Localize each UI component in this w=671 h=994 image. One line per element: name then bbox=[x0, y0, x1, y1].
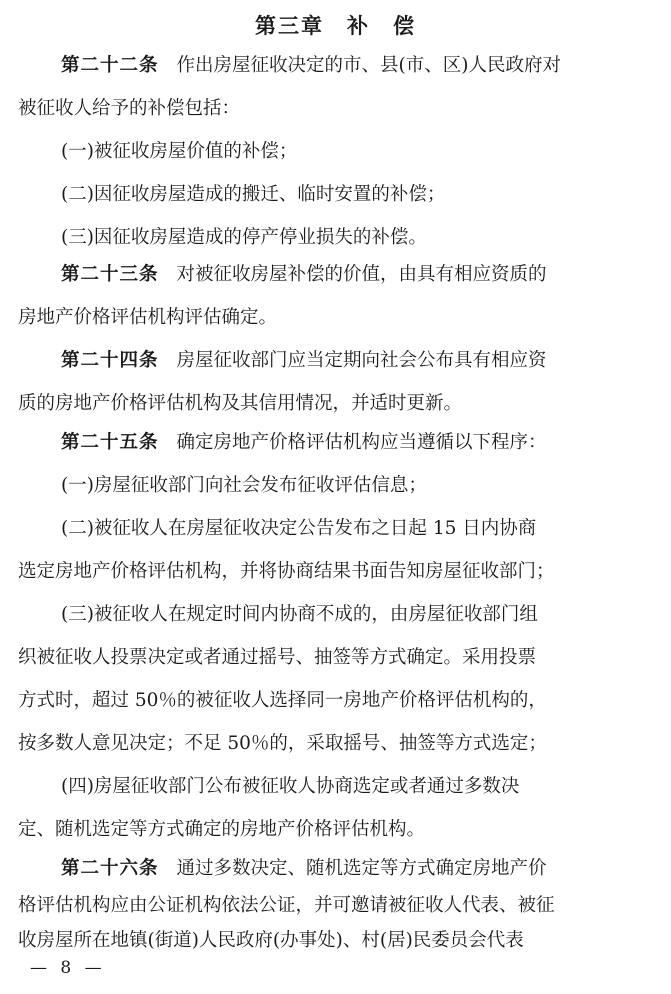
article-22-item-3: (三)因征收房屋造成的停产停业损失的补偿。 bbox=[61, 227, 427, 248]
article-25-item-3-line-2: 织被征收人投票决定或者通过摇号、抽签等方式确定。采用投票 bbox=[18, 647, 537, 668]
article-25-item-2-line-1: (二)被征收人在房屋征收决定公告发布之日起 15 日内协商 bbox=[61, 518, 537, 539]
article-26-first-line bbox=[61, 856, 658, 882]
article-26-text-2: 格评估机构应由公证机构依法公证，并可邀请被征收人代表、被征 bbox=[18, 895, 555, 916]
article-25-item-3-line-1: (三)被征收人在规定时间内协商不成的，由房屋征收部门组 bbox=[61, 604, 538, 625]
article-24-text-2: 质的房地产价格评估机构及其信用情况，并适时更新。 bbox=[18, 393, 463, 414]
article-22-item-1: (一)被征收房屋价值的补偿； bbox=[61, 141, 298, 162]
article-22-text-2: 被征收人给予的补偿包括： bbox=[18, 98, 241, 119]
article-24-number: 第二十四条 bbox=[61, 350, 159, 371]
article-22-first-line bbox=[61, 53, 658, 79]
article-23-text-1: 对被征收房屋补偿的价值，由具有相应资质的 bbox=[176, 264, 547, 285]
article-22-number: 第二十二条 bbox=[61, 55, 159, 76]
article-25-item-4-line-1: (四)房屋征收部门公布被征收人协商选定或者通过多数决 bbox=[61, 776, 520, 797]
article-23-first-line bbox=[61, 262, 658, 288]
article-25-text-1: 确定房地产价格评估机构应当遵循以下程序： bbox=[176, 432, 547, 453]
article-23-number: 第二十三条 bbox=[61, 264, 159, 285]
article-25-item-3-line-4: 按多数人意见决定；不足 50％的，采取摇号、抽签等方式选定； bbox=[18, 733, 547, 754]
page-number: — 8 — bbox=[30, 958, 106, 978]
chapter-title: 第三章 补 偿 bbox=[255, 13, 416, 38]
article-22-item-2: (二)因征收房屋造成的搬迁、临时安置的补偿； bbox=[61, 184, 446, 205]
article-25-item-1: (一)房屋征收部门向社会发布征收评估信息； bbox=[61, 475, 427, 496]
article-26-text-1: 通过多数决定、随机选定等方式确定房地产价 bbox=[176, 858, 547, 879]
article-25-item-3-line-3: 方式时，超过 50％的被征收人选择同一房地产价格评估机构的， bbox=[18, 690, 547, 711]
article-25-item-2-line-2: 选定房地产价格评估机构，并将协商结果书面告知房屋征收部门； bbox=[18, 561, 555, 582]
article-26-text-3: 收房屋所在地镇(街道)人民政府(办事处)、村(居)民委员会代表 bbox=[18, 930, 524, 951]
article-22-text-1: 作出房屋征收决定的市、县(市、区)人民政府对 bbox=[176, 55, 561, 76]
article-26-number: 第二十六条 bbox=[61, 858, 159, 879]
article-25-first-line bbox=[61, 430, 658, 456]
article-25-item-4-line-2: 定、随机选定等方式确定的房地产价格评估机构。 bbox=[18, 819, 426, 840]
article-24-text-1: 房屋征收部门应当定期向社会公布具有相应资 bbox=[176, 350, 547, 371]
article-24-first-line bbox=[61, 348, 658, 374]
article-23-text-2: 房地产价格评估机构评估确定。 bbox=[18, 307, 278, 328]
article-25-number: 第二十五条 bbox=[61, 432, 159, 453]
